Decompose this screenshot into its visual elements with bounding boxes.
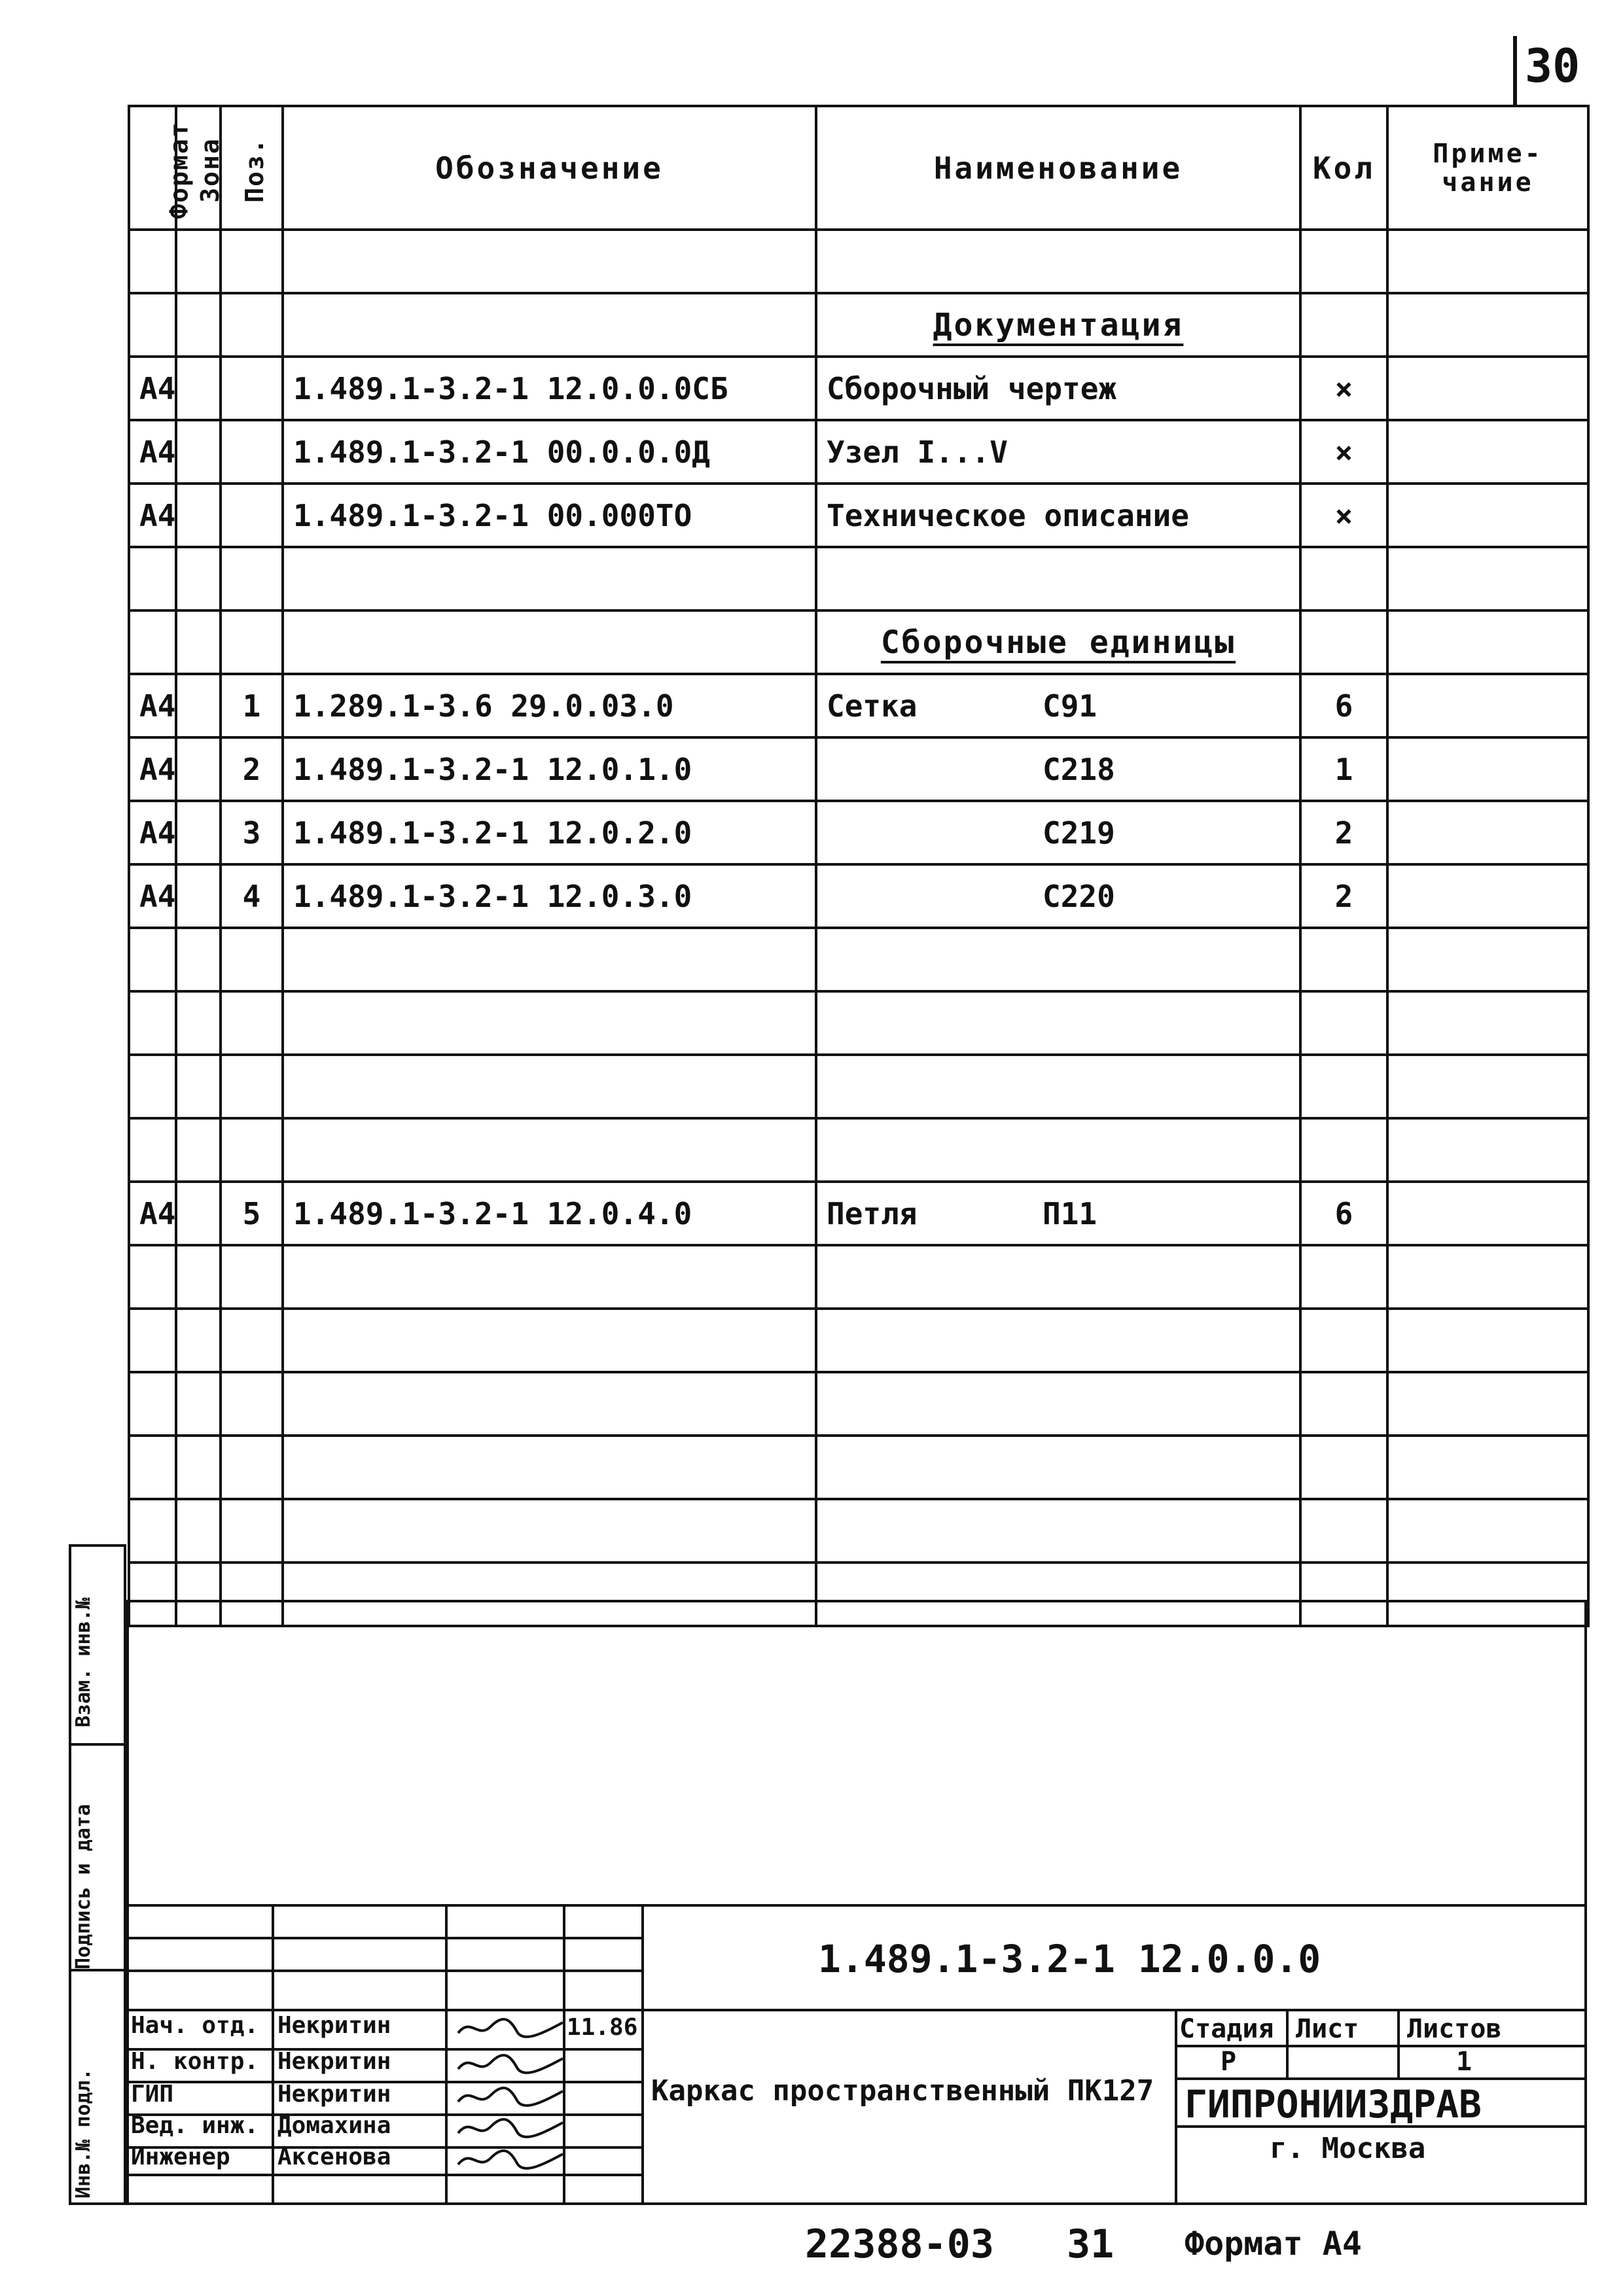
page-number: 31 [1067, 2221, 1115, 2267]
cell-pos [221, 484, 283, 547]
cell-zone [176, 293, 221, 357]
cell-qty [1300, 1118, 1387, 1182]
cell-qty: 2 [1300, 801, 1387, 864]
cell-designation [283, 1499, 816, 1563]
item-mark: С219 [1043, 815, 1115, 851]
cell-zone [176, 1245, 221, 1309]
cell-note [1387, 420, 1588, 484]
paper-format: Формат А4 [1185, 2225, 1362, 2263]
cell-qty [1300, 1055, 1387, 1118]
cell-designation: 1.489.1-3.2-1 12.0.3.0 [283, 864, 816, 928]
cell-zone [176, 1182, 221, 1245]
cell-format: А4 [129, 420, 176, 484]
cell-name [816, 357, 1300, 420]
cell-designation [283, 1372, 816, 1436]
cell-pos [221, 230, 283, 293]
cell-name [816, 1118, 1300, 1182]
cell-designation: 1.489.1-3.2-1 12.0.1.0 [283, 737, 816, 801]
cell-zone [176, 1499, 221, 1563]
item-mark: П11 [1043, 1195, 1097, 1231]
table-row [129, 357, 1588, 420]
cell-designation: 1.489.1-3.2-1 12.0.4.0 [283, 1182, 816, 1245]
cell-qty [1300, 928, 1387, 991]
cell-designation [283, 1118, 816, 1182]
cell-designation: 1.489.1-3.2-1 12.0.0.0СБ [283, 357, 816, 420]
cell-designation [283, 1245, 816, 1309]
cell-section-heading [816, 293, 1300, 357]
cell-zone [176, 674, 221, 737]
cell-zone [176, 737, 221, 801]
item-mark: С218 [1043, 751, 1115, 787]
cell-format [129, 1245, 176, 1309]
cell-qty: 6 [1300, 674, 1387, 737]
cell-designation [283, 610, 816, 674]
item-name: Петля [827, 1195, 918, 1231]
cell-name [816, 484, 1300, 547]
cell-zone [176, 1118, 221, 1182]
signature-icon [452, 2145, 569, 2174]
cell-note [1387, 737, 1588, 801]
cell-zone [176, 547, 221, 610]
table-row [129, 737, 1588, 801]
title-block-rule [1175, 2009, 1177, 2205]
cell-pos [221, 547, 283, 610]
sheets-label: Листов [1407, 2014, 1502, 2044]
cell-note [1387, 484, 1588, 547]
cell-format: А4 [129, 801, 176, 864]
title-block-rule [126, 2009, 1587, 2011]
cell-name [816, 1499, 1300, 1563]
strip-separator [71, 1743, 124, 1746]
table-row [129, 1436, 1588, 1499]
cell-designation: 1.289.1-3.6 29.0.03.0 [283, 674, 816, 737]
cell-zone [176, 484, 221, 547]
cell-designation [283, 547, 816, 610]
cell-qty [1300, 1499, 1387, 1563]
table-row [129, 991, 1588, 1055]
cell-pos [221, 928, 283, 991]
signature-icon [452, 2013, 569, 2042]
signature-icon [452, 2082, 569, 2111]
cell-pos [221, 1309, 283, 1372]
cell-note [1387, 1182, 1588, 1245]
title-block-rule [1286, 2009, 1289, 2077]
document-code: 1.489.1-3.2-1 12.0.0.0 [818, 1937, 1321, 1981]
title-block-rule [126, 1969, 643, 1972]
cell-note [1387, 1309, 1588, 1372]
cell-name [816, 991, 1300, 1055]
cell-name [816, 864, 1300, 928]
cell-designation [283, 991, 816, 1055]
approval-name: Некритин [277, 2081, 391, 2108]
cell-note [1387, 1436, 1588, 1499]
column-header-zone: Зона [176, 106, 221, 230]
cell-zone [176, 420, 221, 484]
item-name: Сборочный чертеж [827, 370, 1117, 406]
document-title: Каркас пространственный ПК127 [651, 2074, 1154, 2108]
cell-designation [283, 1309, 816, 1372]
cell-name [816, 674, 1300, 737]
table-row [129, 928, 1588, 991]
cell-note [1387, 1055, 1588, 1118]
approval-name: Аксенова [277, 2144, 391, 2170]
section-heading: Документация [933, 306, 1184, 344]
table-row [129, 1055, 1588, 1118]
cell-name [816, 801, 1300, 864]
cell-name [816, 928, 1300, 991]
cell-note [1387, 357, 1588, 420]
sheet-number-rule [1513, 36, 1517, 105]
table-row [129, 1372, 1588, 1436]
cell-note [1387, 864, 1588, 928]
cell-format [129, 1118, 176, 1182]
cell-section-heading [816, 610, 1300, 674]
item-name: Сетка [827, 688, 918, 724]
cell-format [129, 293, 176, 357]
cell-pos [221, 293, 283, 357]
cell-note [1387, 610, 1588, 674]
sheet-label: Лист [1296, 2014, 1359, 2044]
cell-note [1387, 801, 1588, 864]
cell-format: А4 [129, 1182, 176, 1245]
cell-pos [221, 991, 283, 1055]
title-block-rule [1175, 2045, 1587, 2047]
column-header-qty: Кол [1300, 106, 1387, 230]
strip-label-replacement-inv: Взам. инв.№ [72, 1597, 95, 1727]
cell-designation: 1.489.1-3.2-1 00.000ТО [283, 484, 816, 547]
cell-name [816, 1372, 1300, 1436]
cell-qty [1300, 610, 1387, 674]
approval-name: Некритин [277, 2012, 391, 2039]
column-header-designation: Обозначение [283, 106, 816, 230]
cell-note [1387, 1118, 1588, 1182]
cell-pos: 1 [221, 674, 283, 737]
cell-format [129, 547, 176, 610]
cell-pos [221, 1245, 283, 1309]
column-header-format: Формат [129, 106, 176, 230]
approval-date: 11.86 [567, 2014, 638, 2041]
sheet-number: 30 [1525, 39, 1580, 93]
cell-pos [221, 357, 283, 420]
cell-pos [221, 420, 283, 484]
cell-qty [1300, 1309, 1387, 1372]
cell-format [129, 1055, 176, 1118]
cell-zone [176, 1309, 221, 1372]
cell-designation [283, 230, 816, 293]
title-block-rule [126, 1904, 1587, 1907]
cell-pos [221, 1118, 283, 1182]
cell-pos [221, 1436, 283, 1499]
cell-format [129, 928, 176, 991]
table-row [129, 547, 1588, 610]
cell-qty: × [1300, 357, 1387, 420]
approval-role: Н. контр. [131, 2048, 259, 2075]
cell-designation [283, 928, 816, 991]
cell-pos: 3 [221, 801, 283, 864]
strip-label-original-inv: Инв.№ подл. [72, 2068, 95, 2199]
cell-note [1387, 547, 1588, 610]
cell-note [1387, 293, 1588, 357]
table-row [129, 674, 1588, 737]
title-block-rule [641, 1904, 644, 2205]
cell-note [1387, 1372, 1588, 1436]
approval-name: Некритин [277, 2048, 391, 2075]
table-header-row [129, 106, 1588, 230]
cell-zone [176, 610, 221, 674]
item-mark: С91 [1043, 688, 1097, 724]
cell-qty [1300, 991, 1387, 1055]
cell-pos: 2 [221, 737, 283, 801]
signature-icon [452, 2049, 569, 2078]
signature-icon [452, 2113, 569, 2142]
cell-note [1387, 991, 1588, 1055]
cell-designation: 1.489.1-3.2-1 12.0.2.0 [283, 801, 816, 864]
section-heading: Сборочные единицы [880, 624, 1236, 661]
cell-name [816, 1309, 1300, 1372]
cell-note [1387, 230, 1588, 293]
cell-name [816, 420, 1300, 484]
cell-designation: 1.489.1-3.2-1 00.0.0.0Д [283, 420, 816, 484]
title-block-rule [445, 1904, 448, 2205]
cell-qty [1300, 1436, 1387, 1499]
title-block-rule [126, 2174, 643, 2176]
stage-label: Стадия [1179, 2014, 1274, 2044]
cell-format: А4 [129, 674, 176, 737]
stage-value: Р [1221, 2047, 1237, 2077]
archive-number: 22388-03 [805, 2221, 994, 2267]
strip-label-signature-date: Подпись и дата [72, 1804, 95, 1969]
cell-qty: × [1300, 420, 1387, 484]
cell-name [816, 230, 1300, 293]
table-row [129, 1118, 1588, 1182]
cell-designation [283, 1055, 816, 1118]
cell-zone [176, 801, 221, 864]
cell-format [129, 1309, 176, 1372]
table-row [129, 293, 1588, 357]
item-name: Техническое описание [827, 497, 1189, 533]
table-row [129, 484, 1588, 547]
cell-name [816, 547, 1300, 610]
title-block-rule [126, 1937, 643, 1939]
cell-format: А4 [129, 737, 176, 801]
cell-pos [221, 1055, 283, 1118]
cell-format [129, 1499, 176, 1563]
approval-role: Нач. отд. [131, 2012, 259, 2039]
cell-format: А4 [129, 864, 176, 928]
cell-qty [1300, 1245, 1387, 1309]
cell-zone [176, 864, 221, 928]
table-row [129, 801, 1588, 864]
table-row [129, 1182, 1588, 1245]
cell-designation [283, 293, 816, 357]
approval-role: ГИП [131, 2081, 174, 2108]
cell-format [129, 610, 176, 674]
cell-pos [221, 1372, 283, 1436]
organization-name: ГИПРОНИИЗДРАВ [1185, 2082, 1482, 2127]
cell-qty [1300, 547, 1387, 610]
cell-format [129, 1436, 176, 1499]
cell-zone [176, 928, 221, 991]
cell-zone [176, 1436, 221, 1499]
table-row [129, 1245, 1588, 1309]
item-mark: С220 [1043, 878, 1115, 914]
table-row [129, 1309, 1588, 1372]
cell-format [129, 991, 176, 1055]
cell-pos [221, 610, 283, 674]
cell-qty [1300, 293, 1387, 357]
cell-note [1387, 928, 1588, 991]
cell-qty: 2 [1300, 864, 1387, 928]
sheets-value: 1 [1456, 2047, 1472, 2077]
cell-qty [1300, 1372, 1387, 1436]
cell-note [1387, 1245, 1588, 1309]
table-row [129, 864, 1588, 928]
cell-zone [176, 991, 221, 1055]
title-block-rule [272, 1904, 274, 2205]
organization-city: г. Москва [1270, 2132, 1426, 2165]
specification-table [128, 105, 1590, 1627]
cell-format: А4 [129, 484, 176, 547]
cell-format [129, 230, 176, 293]
cell-qty: 1 [1300, 737, 1387, 801]
table-row [129, 420, 1588, 484]
cell-format [129, 1372, 176, 1436]
cell-name [816, 1245, 1300, 1309]
approval-role: Вед. инж. [131, 2112, 259, 2139]
table-row [129, 610, 1588, 674]
table-row [129, 1499, 1588, 1563]
cell-name [816, 737, 1300, 801]
table-row [129, 230, 1588, 293]
cell-name [816, 1436, 1300, 1499]
title-block-rule [1175, 2077, 1587, 2080]
cell-name [816, 1182, 1300, 1245]
cell-qty [1300, 230, 1387, 293]
cell-pos: 4 [221, 864, 283, 928]
cell-zone [176, 1372, 221, 1436]
approval-name: Домахина [277, 2112, 391, 2139]
cell-pos: 5 [221, 1182, 283, 1245]
cell-zone [176, 357, 221, 420]
approval-role: Инженер [131, 2144, 230, 2170]
cell-designation [283, 1436, 816, 1499]
cell-note [1387, 674, 1588, 737]
cell-pos [221, 1499, 283, 1563]
cell-note [1387, 1499, 1588, 1563]
column-header-note: Приме-чание [1387, 106, 1588, 230]
cell-zone [176, 230, 221, 293]
cell-qty: × [1300, 484, 1387, 547]
item-name: Узел I...V [827, 434, 1008, 470]
column-header-name: Наименование [816, 106, 1300, 230]
column-header-pos: Поз. [221, 106, 283, 230]
cell-format: А4 [129, 357, 176, 420]
cell-zone [176, 1055, 221, 1118]
cell-name [816, 1055, 1300, 1118]
cell-qty: 6 [1300, 1182, 1387, 1245]
title-block-rule [1397, 2009, 1400, 2077]
